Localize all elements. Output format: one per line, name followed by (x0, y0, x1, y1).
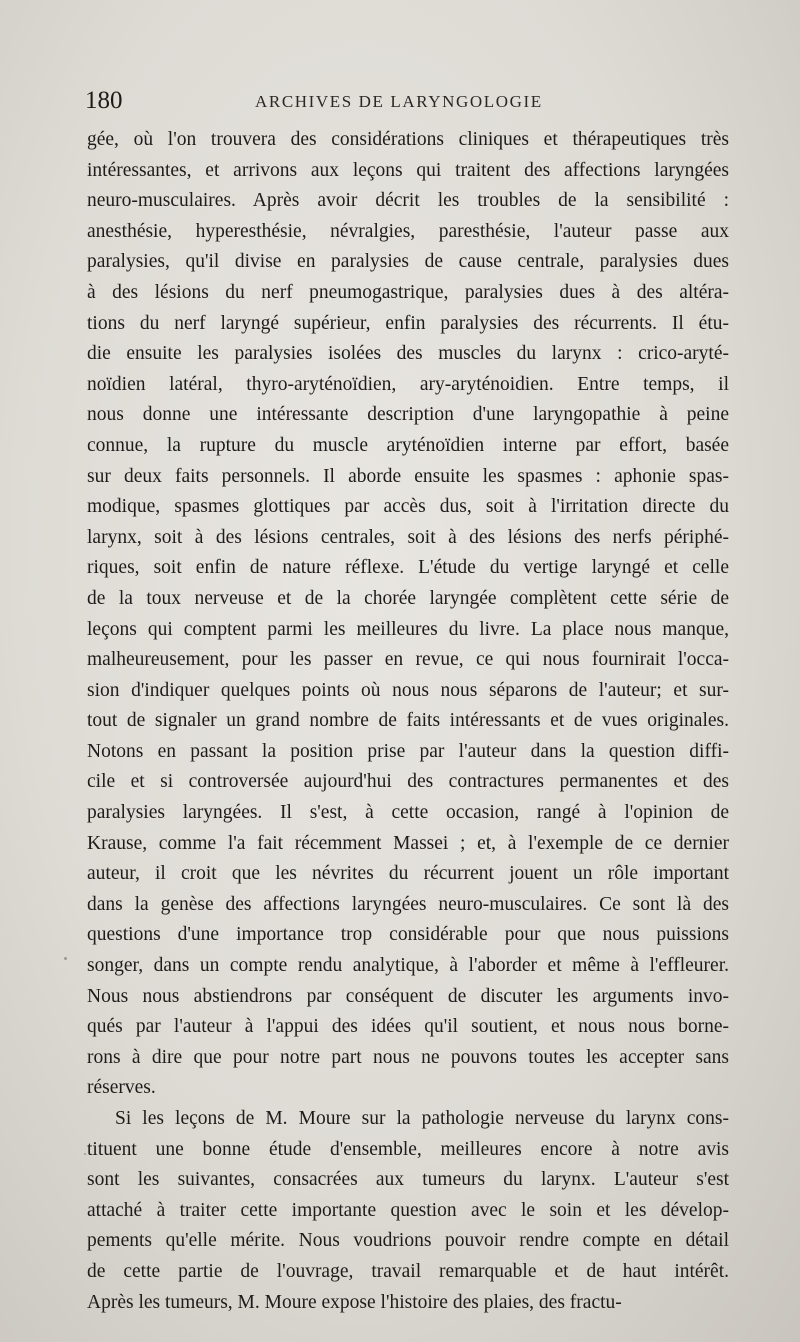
text-line: Nous nous abstiendrons par conséquent de discuter les arguments invo- (87, 985, 729, 1007)
text-line: sion d'indiquer quelques points où nous nous séparons de l'auteur; et sur- (87, 679, 729, 701)
running-title: ARCHIVES DE LARYNGOLOGIE (255, 92, 543, 111)
text-line: noïdien latéral, thyro-aryténoïdien, ary-aryténoidien. Entre temps, il (87, 373, 729, 395)
text-line: Après les tumeurs, M. Moure expose l'histoire des plaies, des fractu- (87, 1291, 622, 1313)
margin-speck (64, 957, 67, 960)
text-line: réserves. (87, 1077, 156, 1099)
paragraph-1 (87, 125, 729, 1104)
text-line: paralysies laryngées. Il s'est, à cette occasion, rangé à l'opinion de (87, 802, 729, 824)
text-line: Krause, comme l'a fait récemment Massei ; et, à l'exemple de ce dernier (87, 832, 729, 854)
text-line: de cette partie de l'ouvrage, travail remarquable et de haut intérêt. (87, 1260, 729, 1282)
text-line: pements qu'elle mérite. Nous voudrions pouvoir rendre compte en détail (87, 1230, 729, 1252)
text-line: tituent une bonne étude d'ensemble, meilleures encore à notre avis (87, 1138, 729, 1160)
text-line: tions du nerf laryngé supérieur, enfin paralysies des récurrents. Il étu- (87, 312, 729, 334)
text-line: sur deux faits personnels. Il aborde ensuite les spasmes : aphonie spas- (87, 465, 729, 487)
text-line: dans la genèse des affections laryngées neuro-musculaires. Ce sont là des (87, 893, 729, 915)
margin-speck (84, 1153, 86, 1155)
page-body (87, 125, 729, 1318)
text-line: sont les suivantes, consacrées aux tumeurs du larynx. L'auteur s'est (87, 1169, 729, 1191)
text-line: riques, soit enfin de nature réflexe. L'étude du vertige laryngé et celle (87, 557, 729, 579)
text-line: auteur, il croit que les névrites du récurrent jouent un rôle important (87, 863, 729, 885)
page-header (85, 86, 735, 116)
text-line: tout de signaler un grand nombre de faits intéressants et de vues originales. (87, 710, 729, 732)
text-line: die ensuite les paralysies isolées des muscles du larynx : crico-aryté- (87, 343, 729, 365)
text-line: songer, dans un compte rendu analytique, à l'aborder et même à l'effleurer. (87, 955, 729, 977)
text-line: qués par l'auteur à l'appui des idées qu'il soutient, et nous nous borne- (87, 1016, 729, 1038)
text-line: malheureusement, pour les passer en revue, ce qui nous fournirait l'occa- (87, 649, 729, 671)
text-line: connue, la rupture du muscle aryténoïdien interne par effort, basée (87, 434, 729, 456)
page-number: 180 (85, 87, 123, 114)
text-line: gée, où l'on trouvera des considérations cliniques et thérapeutiques très (87, 129, 729, 150)
text-line: modique, spasmes glottiques par accès dus, soit à l'irritation directe du (87, 496, 729, 518)
text-line: Notons en passant la position prise par l'auteur dans la question diffi- (87, 740, 729, 762)
text-line: à des lésions du nerf pneumogastrique, paralysies dues à des altéra- (87, 281, 729, 303)
text-line: nous donne une intéressante description d'une laryngopathie à peine (87, 404, 729, 426)
text-line: larynx, soit à des lésions centrales, soit à des lésions des nerfs périphé- (87, 526, 729, 548)
text-line: Si les leçons de M. Moure sur la pathologie nerveuse du larynx cons- (115, 1108, 729, 1129)
text-line: rons à dire que pour notre part nous ne pouvons toutes les accepter sans (87, 1046, 729, 1068)
text-line: de la toux nerveuse et de la chorée laryngée complètent cette série de (87, 587, 729, 609)
text-line: leçons qui comptent parmi les meilleures du livre. La place nous manque, (87, 618, 729, 640)
text-line: intéressantes, et arrivons aux leçons qui traitent des affections laryngées (87, 159, 729, 181)
text-line: paralysies, qu'il divise en paralysies de cause centrale, paralysies dues (87, 251, 729, 273)
text-line: anesthésie, hyperesthésie, névralgies, paresthésie, l'auteur passe aux (87, 220, 729, 242)
text-line: attaché à traiter cette importante question avec le soin et les dévelop- (87, 1199, 729, 1221)
text-line: cile et si controversée aujourd'hui des contractures permanentes et des (87, 771, 729, 793)
text-line: neuro-musculaires. Après avoir décrit les troubles de la sensibilité : (87, 190, 729, 212)
paragraph-2 (87, 1104, 729, 1318)
text-line: questions d'une importance trop considérable pour que nous puissions (87, 924, 729, 946)
